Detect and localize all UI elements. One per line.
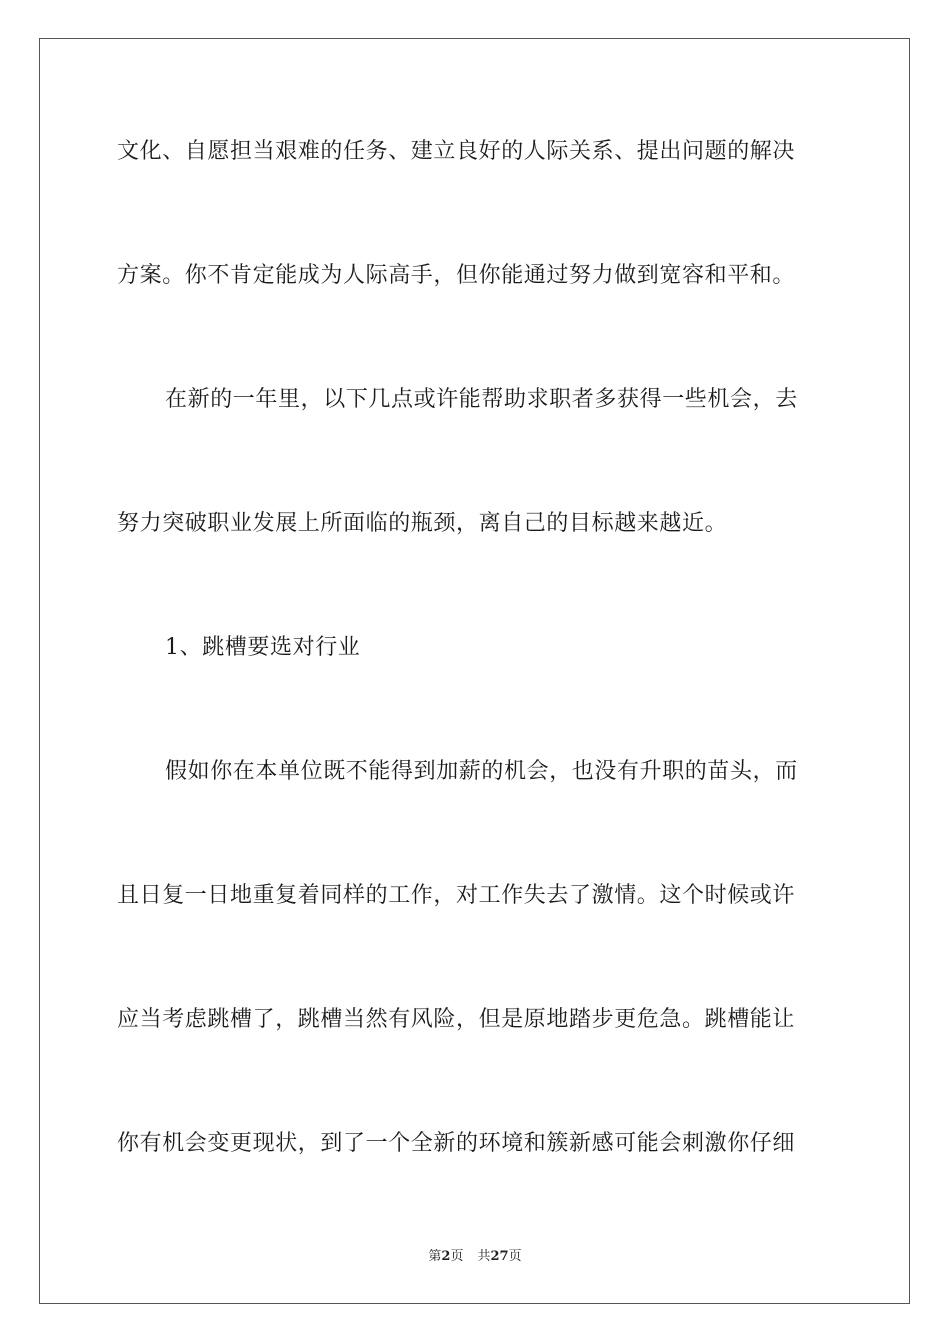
body-line-4: 努力突破职业发展上所面临的瓶颈，离自己的目标越来越近。 [117, 511, 728, 536]
body-line-3: 在新的一年里，以下几点或许能帮助求职者多获得一些机会，去 [165, 387, 798, 412]
body-line-1: 文化、自愿担当艰难的任务、建立良好的人际关系、提出问题的解决 [117, 139, 796, 164]
page-footer [0, 1248, 950, 1266]
page-suffix: 页 [450, 1249, 464, 1264]
total-suffix: 页 [508, 1249, 522, 1264]
section-heading: 1、跳槽要选对行业 [165, 635, 361, 660]
body-line-6: 且日复一日地重复着同样的工作，对工作失去了激情。这个时候或许 [117, 883, 796, 908]
body-line-2: 方案。你不肯定能成为人际高手，但你能通过努力做到宽容和平和。 [117, 263, 796, 288]
body-line-7: 应当考虑跳槽了，跳槽当然有风险，但是原地踏步更危急。跳槽能让 [117, 1007, 796, 1032]
total-pages: 27 [490, 1249, 509, 1264]
body-line-8: 你有机会变更现状，到了一个全新的环境和簇新感可能会刺激你仔细 [117, 1131, 796, 1156]
page-border [39, 38, 910, 1304]
page-prefix: 第 [428, 1249, 442, 1264]
page-number: 2 [441, 1249, 451, 1264]
total-prefix: 共 [477, 1249, 491, 1264]
body-line-5: 假如你在本单位既不能得到加薪的机会，也没有升职的苗头，而 [165, 759, 798, 784]
